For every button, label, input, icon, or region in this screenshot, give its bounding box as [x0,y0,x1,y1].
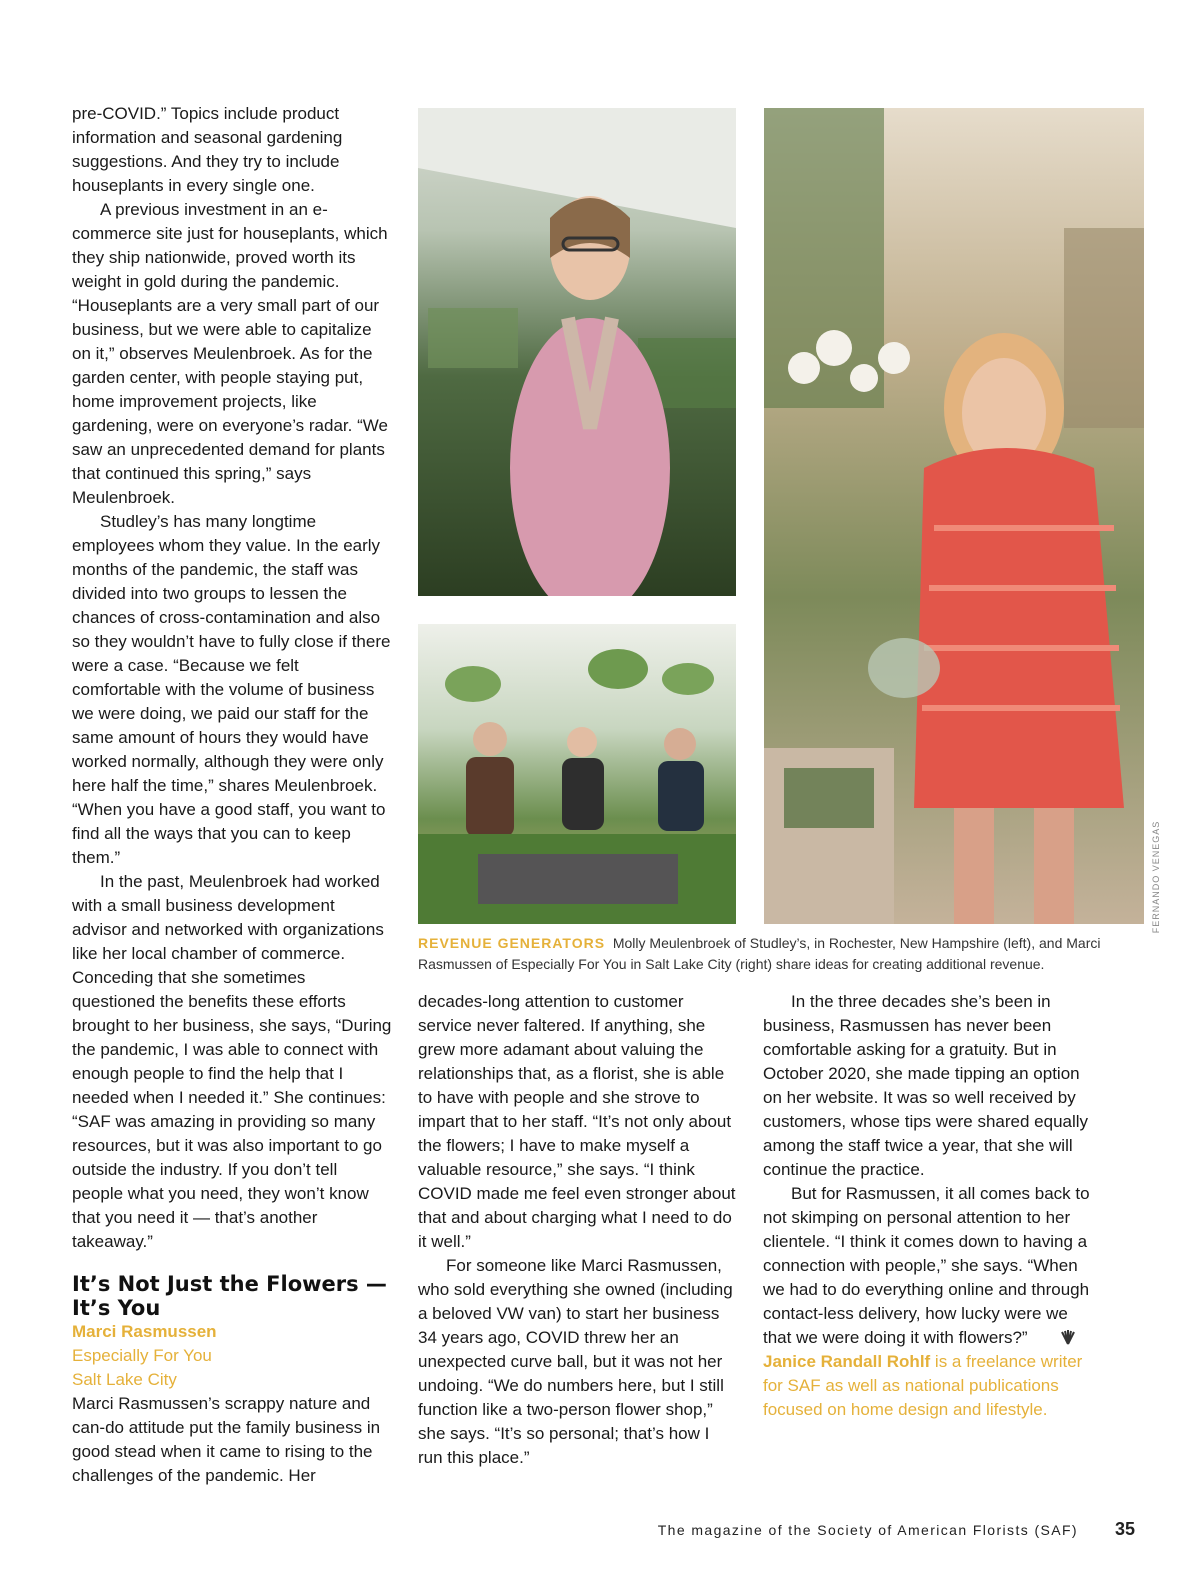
photo-molly-meulenbroek [418,108,736,596]
page-number: 35 [1115,1519,1136,1539]
body-paragraph: In the past, Meulenbroek had worked with a small business development advisor and networked with organizations like her local chamber of commerce. Conceding that she sometimes questioned the benefits these efforts brought to her business, she says, “During the pandemic, I was able to connect with enough people to find the help that I needed when I needed it.” She continues: “SAF was amazing in providing so many resources, but it was also important to go outside the industry. If you don’t tell people what you need, they won’t know that you need it — that’s another takeaway.” [72,872,392,1251]
section-heading: It’s Not Just the Flowers — It’s You [72,1272,387,1320]
body-paragraph: Studley’s has many longtime employees whom they value. In the early months of the pandemic, the staff was divided into two groups to lessen the chances of cross-contamination and also so they wouldn’t have to fully close if there were a case. “Because we felt comfortable with the volume of business we were doing, we paid our staff for the same amount of hours they would have worked normally, although they were only here half the time,” shares Meulenbroek. “When you have a good staff, you want to find all the ways that you can to keep them.” [72,512,391,867]
profile-city: Salt Lake City [72,1370,177,1389]
body-paragraph: For someone like Marci Rasmussen, who sold everything she owned (including a beloved VW van) to start her business 34 years ago, COVID threw her an unexpected curve ball, but it was not her undoing. “We do numbers here, but I still function like a two-person flower shop,” she says. “It’s so personal; that’s how I run this place.” [418,1256,733,1467]
body-paragraph: decades-long attention to customer service never faltered. If anything, she grew more adamant about valuing the relationships that, as a florist, she is able to have with people and she strove to impart that to her staff. “It’s not only about the flowers; I have to make myself a valuable resource,” she says. “I think COVID made me feel even stronger about that and about charging what I need to do it well.” [418,992,736,1251]
body-paragraph: A previous investment in an e-commerce site just for houseplants, which they ship nationwide, proved worth its weight in gold during the pandemic. “Houseplants are a very small part of our business, but we were able to capitalize on it,” observes Meulenbroek. As for the garden center, with people staying put, home improvement projects, like gardening, were on everyone’s radar. “We saw an unprecedented demand for plants that continued this spring,” says Meulenbroek. [72,200,388,507]
profile-business: Especially For You [72,1346,212,1365]
article-column-3 [763,990,1093,1422]
photo-marci-rasmussen [764,108,1144,924]
body-paragraph: Marci Rasmussen’s scrappy nature and can-do attitude put the family business in good stead when it came to rising to the challenges of the pandemic. Her [72,1394,381,1485]
photo-credit: FERNANDO VENEGAS [1151,820,1161,934]
portrait-illustration [764,108,1144,924]
article-column-1 [72,102,392,1488]
article-column-2 [418,990,738,1470]
saf-logo-icon [1032,1328,1048,1344]
profile-name: Marci Rasmussen [72,1322,217,1341]
portrait-illustration [418,108,736,596]
group-illustration [418,624,736,924]
photo-caption [418,933,1118,975]
closing-paragraph-text: But for Rasmussen, it all comes back to not skimping on personal attention to her clientele. “I think it comes down to having a connection with people,” she says. “When we had to do everything online and through contact-less delivery, how lucky were we that we were doing it with flowers?” [763,1184,1090,1347]
body-paragraph: pre-COVID.” Topics include product information and seasonal gardening suggestions. And they try to include houseplants in every single one. [72,104,343,195]
author-bio-text: is a freelance writer for SAF as well as national publications focused on home design and lifestyle. [763,1352,1083,1419]
author-bio [763,1350,1093,1422]
body-paragraph [763,1182,1093,1350]
caption-text: Molly Meulenbroek of Studley’s, in Rochester, New Hampshire (left), and Marci Rasmussen of Especially For You in Salt Lake City (right) share ideas for creating additional revenue. [418,935,1101,972]
footer-publication: The magazine of the Society of American Florists (SAF) [657,1522,1078,1538]
author-name: Janice Randall Rohlf [763,1352,931,1371]
photo-studleys-team [418,624,736,924]
caption-label: REVENUE GENERATORS [418,935,606,951]
body-paragraph: In the three decades she’s been in business, Rasmussen has never been comfortable asking for a gratuity. But in October 2020, she made tipping an option on her website. It was so well received by customers, whose tips were shared equally among the staff twice a year, that she will continue the practice. [763,992,1089,1179]
